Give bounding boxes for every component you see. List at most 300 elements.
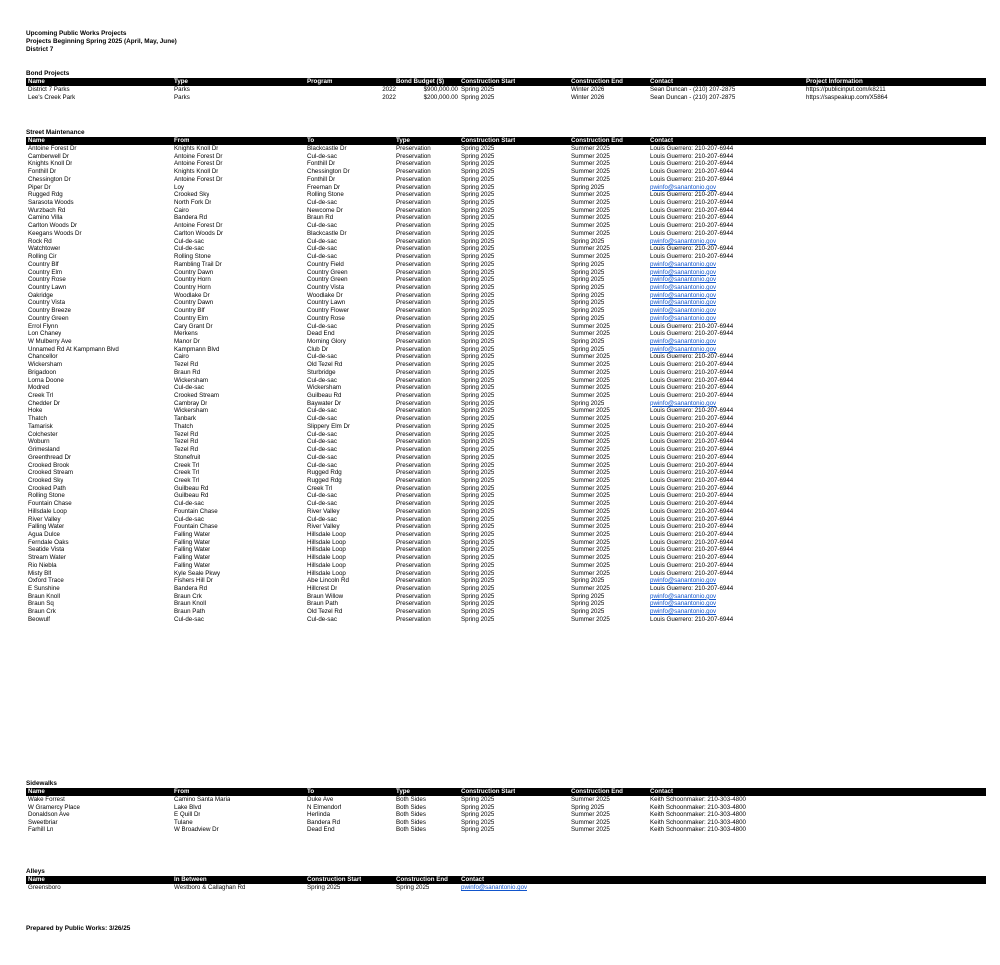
cell-to: Bandera Rd	[307, 818, 341, 826]
street-row	[26, 392, 986, 399]
cell-type: Both Sides	[396, 811, 426, 819]
cell-to: Duke Ave	[307, 796, 334, 803]
cell-construction-start: Spring 2025	[461, 430, 495, 438]
district-label: District 7	[26, 46, 54, 53]
column-header-name: Name	[28, 788, 45, 795]
cell-type: Preservation	[396, 253, 431, 261]
cell-name: Country Rose	[28, 276, 66, 284]
cell-to: Chessington Dr	[307, 168, 350, 176]
cell-construction-end: Summer 2025	[571, 415, 610, 423]
cell-to: Dead End	[307, 826, 335, 834]
cell-contact: Louis Guerrero: 210-207-6944	[650, 569, 734, 577]
cell-type: Preservation	[396, 206, 431, 214]
cell-to: Cul-de-sac	[307, 152, 337, 160]
column-header-type: Type	[396, 788, 410, 795]
cell-from: Braun Path	[174, 608, 205, 616]
street-row	[26, 546, 986, 553]
cell-name: Stream Water	[28, 554, 66, 562]
cell-construction-end: Spring 2025	[571, 276, 605, 284]
cell-name: Grimesland	[28, 446, 60, 454]
cell-from: Country Horn	[174, 283, 211, 291]
cell-type: Preservation	[396, 199, 431, 207]
cell-contact: Louis Guerrero: 210-207-6944	[650, 392, 734, 400]
cell-name: District 7 Parks	[28, 86, 70, 93]
cell-name: Sweetbriar	[28, 818, 58, 826]
cell-contact[interactable]: pwinfo@sanantonio.gov	[650, 608, 717, 616]
street-header-row	[26, 137, 986, 145]
cell-name: Country Blf	[28, 260, 59, 268]
cell-from: Tulane	[174, 818, 193, 826]
cell-to: Hillsdale Loop	[307, 546, 346, 554]
cell-from: Fishers Hill Dr	[174, 577, 213, 585]
cell-contact[interactable]: pwinfo@sanantonio.gov	[650, 299, 717, 307]
cell-to: Cul-de-sac	[307, 438, 337, 446]
cell-construction-end: Summer 2025	[571, 469, 610, 477]
cell-from: Stonefruit	[174, 453, 201, 461]
cell-contact[interactable]: pwinfo@sanantonio.gov	[461, 884, 528, 891]
street-row	[26, 238, 986, 245]
cell-name: Country Lawn	[28, 283, 67, 291]
cell-construction-end: Summer 2025	[571, 523, 610, 531]
cell-from: Camino Santa Maria	[174, 796, 231, 803]
cell-name: Hillsdale Loop	[28, 507, 67, 515]
cell-construction-start: Spring 2025	[461, 818, 495, 826]
cell-from: Braun Crk	[174, 592, 202, 600]
cell-type: Preservation	[396, 546, 431, 554]
cell-construction-end: Summer 2025	[571, 818, 610, 826]
cell-construction-start: Spring 2025	[461, 152, 495, 160]
column-header-name: Name	[28, 876, 45, 883]
column-header-construction-start: Construction Start	[461, 137, 516, 144]
cell-construction-start: Spring 2025	[461, 554, 495, 562]
cell-to: Cul-de-sac	[307, 430, 337, 438]
cell-name: Rock Rd	[28, 237, 52, 245]
cell-contact[interactable]: pwinfo@sanantonio.gov	[650, 237, 717, 245]
street-row	[26, 539, 986, 546]
cell-construction-end: Summer 2025	[571, 561, 610, 569]
column-header-from: From	[174, 137, 190, 144]
cell-bond-budget: $200,000.00	[423, 93, 458, 101]
cell-type: Preservation	[396, 160, 431, 168]
cell-construction-start: Spring 2025	[461, 484, 495, 492]
cell-construction-start: Spring 2025	[461, 415, 495, 423]
cell-contact: Louis Guerrero: 210-207-6944	[650, 484, 734, 492]
cell-name: Thatch	[28, 415, 47, 423]
cell-to: Sturbridge	[307, 368, 336, 376]
cell-construction-start: Spring 2025	[461, 608, 495, 616]
cell-type: Preservation	[396, 569, 431, 577]
column-header-construction-start: Construction Start	[461, 78, 516, 85]
cell-contact[interactable]: pwinfo@sanantonio.gov	[650, 183, 717, 191]
cell-contact: Louis Guerrero: 210-207-6944	[650, 507, 734, 515]
cell-from: Wickersham	[174, 407, 209, 415]
cell-type: Both Sides	[396, 803, 426, 811]
cell-construction-start: Spring 2025	[461, 569, 495, 577]
cell-from: Cul-de-sac	[174, 500, 204, 508]
cell-to: Braun Rd	[307, 214, 334, 222]
cell-to: Cul-de-sac	[307, 245, 337, 253]
cell-contact[interactable]: pwinfo@sanantonio.gov	[650, 577, 717, 585]
cell-construction-end: Summer 2025	[571, 811, 610, 819]
cell-from: Antoine Forest Dr	[174, 152, 223, 160]
cell-to: Freeman Dr	[307, 183, 341, 191]
cell-construction-end: Summer 2025	[571, 199, 610, 207]
cell-construction-end: Spring 2025	[571, 600, 605, 608]
cell-contact: Louis Guerrero: 210-207-6944	[650, 554, 734, 562]
cell-construction-start: Spring 2025	[461, 600, 495, 608]
cell-type: Both Sides	[396, 796, 426, 803]
cell-from: Falling Water	[174, 531, 211, 538]
cell-construction-end: Spring 2025	[396, 884, 430, 891]
cell-type: Preservation	[396, 492, 431, 500]
column-header-construction-start: Construction Start	[307, 876, 362, 883]
cell-construction-start: Spring 2025	[461, 93, 495, 101]
cell-name: Brigadoon	[28, 368, 57, 376]
cell-contact: Louis Guerrero: 210-207-6944	[650, 152, 734, 160]
cell-construction-start: Spring 2025	[461, 492, 495, 500]
cell-to: Blackcastle Dr	[307, 145, 347, 152]
cell-contact: Louis Guerrero: 210-207-6944	[650, 407, 734, 415]
cell-from: Merkens	[174, 330, 198, 338]
street-row	[26, 377, 986, 384]
cell-contact[interactable]: pwinfo@sanantonio.gov	[650, 291, 717, 299]
cell-type: Preservation	[396, 507, 431, 515]
street-row	[26, 469, 986, 476]
cell-from: Cul-de-sac	[174, 245, 204, 253]
cell-construction-end: Summer 2025	[571, 368, 610, 376]
column-header-contact: Contact	[650, 137, 674, 144]
cell-project-information[interactable]: https://saspeakup.com/X5864	[806, 93, 888, 101]
cell-type: Preservation	[396, 476, 431, 484]
cell-name: Errol Flynn	[28, 322, 58, 330]
street-row	[26, 407, 986, 414]
cell-contact[interactable]: pwinfo@sanantonio.gov	[650, 276, 717, 284]
cell-construction-start: Spring 2025	[461, 214, 495, 222]
cell-construction-start: Spring 2025	[461, 299, 495, 307]
street-row	[26, 168, 986, 175]
cell-construction-end: Spring 2025	[571, 577, 605, 585]
sidewalks-row	[26, 804, 986, 811]
column-header-from: From	[174, 788, 190, 795]
cell-construction-end: Summer 2025	[571, 546, 610, 554]
cell-type: Preservation	[396, 368, 431, 376]
cell-contact: Louis Guerrero: 210-207-6944	[650, 175, 734, 183]
column-header-in-between: In Between	[174, 876, 207, 883]
cell-from: Crooked Sky	[174, 191, 210, 199]
cell-to: Cul-de-sac	[307, 461, 337, 469]
cell-construction-end: Summer 2025	[571, 160, 610, 168]
column-header-contact: Contact	[650, 788, 674, 795]
cell-from: Antoine Forest Dr	[174, 222, 223, 230]
cell-contact: Louis Guerrero: 210-207-6944	[650, 446, 734, 454]
cell-construction-end: Spring 2025	[571, 338, 605, 345]
cell-contact: Louis Guerrero: 210-207-6944	[650, 245, 734, 253]
cell-construction-end: Summer 2025	[571, 253, 610, 261]
cell-from: Antoine Forest Dr	[174, 175, 223, 183]
cell-type: Preservation	[396, 245, 431, 253]
cell-construction-end: Summer 2025	[571, 430, 610, 438]
cell-construction-start: Spring 2025	[461, 538, 495, 546]
cell-contact: Louis Guerrero: 210-207-6944	[650, 191, 734, 199]
cell-construction-end: Spring 2025	[571, 291, 605, 299]
cell-construction-start: Spring 2025	[461, 276, 495, 284]
cell-from: Loy	[174, 183, 184, 191]
street-row	[26, 462, 986, 469]
cell-contact[interactable]: pwinfo@sanantonio.gov	[650, 260, 717, 268]
cell-from: Cul-de-sac	[174, 237, 204, 245]
cell-from: Tezel Rd	[174, 361, 199, 369]
cell-name: Chancellor	[28, 353, 58, 361]
cell-construction-start: Spring 2025	[461, 168, 495, 176]
cell-construction-end: Summer 2025	[571, 554, 610, 562]
cell-construction-start: Spring 2025	[461, 546, 495, 554]
cell-name: Braun Crk	[28, 608, 56, 616]
cell-construction-end: Summer 2025	[571, 384, 610, 392]
cell-construction-end: Summer 2025	[571, 453, 610, 461]
cell-contact[interactable]: pwinfo@sanantonio.gov	[650, 314, 717, 322]
cell-type: Preservation	[396, 338, 431, 345]
column-header-construction-end: Construction End	[571, 78, 623, 85]
cell-construction-end: Summer 2025	[571, 152, 610, 160]
cell-construction-end: Summer 2025	[571, 407, 610, 415]
cell-construction-end: Summer 2025	[571, 168, 610, 176]
cell-to: Creek Trl	[307, 484, 333, 492]
cell-name: Country Green	[28, 314, 69, 322]
cell-type: Preservation	[396, 577, 431, 585]
cell-construction-end: Spring 2025	[571, 592, 605, 600]
cell-construction-start: Spring 2025	[461, 206, 495, 214]
cell-to: Hillsdale Loop	[307, 554, 346, 562]
cell-type: Preservation	[396, 260, 431, 268]
cell-to: Old Tezel Rd	[307, 361, 343, 369]
cell-construction-end: Spring 2025	[571, 283, 605, 291]
cell-contact: Keith Schoonmaker: 210-303-4800	[650, 796, 746, 803]
cell-construction-end: Summer 2025	[571, 322, 610, 330]
cell-to: Guilbeau Rd	[307, 392, 342, 400]
street-row	[26, 338, 986, 345]
cell-name: Chedder Dr	[28, 399, 60, 407]
cell-to: Club Dr	[307, 345, 328, 353]
cell-construction-start: Spring 2025	[461, 507, 495, 515]
cell-from: Fountain Chase	[174, 523, 218, 531]
cell-type: Preservation	[396, 307, 431, 315]
cell-construction-start: Spring 2025	[461, 531, 495, 538]
cell-from: Country Horn	[174, 276, 211, 284]
cell-construction-start: Spring 2025	[461, 353, 495, 361]
cell-name: Donaldson Ave	[28, 811, 70, 819]
cell-to: Blackcastle Dr	[307, 229, 347, 237]
cell-construction-start: Spring 2025	[461, 145, 495, 152]
cell-name: Fonthill Dr	[28, 168, 57, 176]
cell-construction-end: Summer 2025	[571, 461, 610, 469]
cell-contact: Keith Schoonmaker: 210-303-4800	[650, 811, 746, 819]
cell-type: Preservation	[396, 222, 431, 230]
cell-contact[interactable]: pwinfo@sanantonio.gov	[650, 600, 717, 608]
cell-construction-start: Spring 2025	[461, 175, 495, 183]
cell-from: Cary Grant Dr	[174, 322, 213, 330]
cell-to: Cul-de-sac	[307, 237, 337, 245]
cell-type: Both Sides	[396, 826, 426, 834]
cell-from: North Fork Dr	[174, 199, 212, 207]
column-header-name: Name	[28, 78, 45, 85]
cell-construction-end: Summer 2025	[571, 615, 610, 623]
street-row	[26, 153, 986, 160]
cell-construction-start: Spring 2025	[461, 307, 495, 315]
cell-contact[interactable]: pwinfo@sanantonio.gov	[650, 283, 717, 291]
cell-contact: Keith Schoonmaker: 210-303-4800	[650, 803, 746, 811]
cell-from: Country Blf	[174, 307, 205, 315]
cell-contact: Louis Guerrero: 210-207-6944	[650, 214, 734, 222]
cell-name: Rolling Stone	[28, 492, 65, 500]
cell-contact: Louis Guerrero: 210-207-6944	[650, 206, 734, 214]
cell-contact: Louis Guerrero: 210-207-6944	[650, 492, 734, 500]
cell-type: Preservation	[396, 484, 431, 492]
sidewalks-header-row	[26, 788, 986, 796]
cell-name: Camberwell Dr	[28, 152, 69, 160]
street-row	[26, 400, 986, 407]
cell-contact: Louis Guerrero: 210-207-6944	[650, 322, 734, 330]
cell-name: Lee's Creek Park	[28, 93, 76, 101]
cell-construction-end: Summer 2025	[571, 145, 610, 152]
cell-from: Thatch	[174, 422, 193, 430]
cell-name: Fountain Chase	[28, 500, 72, 508]
cell-contact: Louis Guerrero: 210-207-6944	[650, 160, 734, 168]
cell-contact: Louis Guerrero: 210-207-6944	[650, 222, 734, 230]
cell-construction-end: Summer 2025	[571, 206, 610, 214]
cell-from: Kampmann Blvd	[174, 345, 220, 353]
cell-contact: Keith Schoonmaker: 210-303-4800	[650, 826, 746, 834]
cell-contact: Louis Guerrero: 210-207-6944	[650, 353, 734, 361]
cell-from: Creek Trl	[174, 461, 200, 469]
cell-contact[interactable]: pwinfo@sanantonio.gov	[650, 592, 717, 600]
cell-contact: Louis Guerrero: 210-207-6944	[650, 469, 734, 477]
cell-type: Preservation	[396, 392, 431, 400]
cell-to: Braun Willow	[307, 592, 344, 600]
cell-construction-end: Summer 2025	[571, 376, 610, 384]
street-row	[26, 284, 986, 291]
cell-to: Cul-de-sac	[307, 500, 337, 508]
cell-construction-start: Spring 2025	[461, 291, 495, 299]
cell-from: Creek Trl	[174, 469, 200, 477]
cell-name: Hoke	[28, 407, 43, 415]
cell-contact[interactable]: pwinfo@sanantonio.gov	[650, 399, 717, 407]
cell-construction-end: Spring 2025	[571, 399, 605, 407]
cell-contact: Louis Guerrero: 210-207-6944	[650, 531, 734, 538]
cell-from: Wickersham	[174, 376, 209, 384]
cell-to: Woodlake Dr	[307, 291, 343, 299]
cell-name: Greensboro	[28, 884, 61, 891]
cell-name: Crooked Sky	[28, 476, 64, 484]
cell-construction-start: Spring 2025	[461, 592, 495, 600]
cell-construction-end: Spring 2025	[571, 608, 605, 616]
cell-from: Tezel Rd	[174, 446, 199, 454]
cell-construction-start: Spring 2025	[461, 160, 495, 168]
column-header-construction-end: Construction End	[571, 137, 623, 144]
cell-to: N Elmendorf	[307, 803, 342, 811]
cell-construction-start: Spring 2025	[461, 453, 495, 461]
cell-to: Dead End	[307, 330, 335, 338]
cell-contact[interactable]: pwinfo@sanantonio.gov	[650, 307, 717, 315]
cell-contact: Louis Guerrero: 210-207-6944	[650, 615, 734, 623]
street-row	[26, 477, 986, 484]
street-section-title: Street Maintenance	[26, 129, 85, 136]
sidewalks-section-title: Sidewalks	[26, 780, 57, 787]
cell-contact: Louis Guerrero: 210-207-6944	[650, 422, 734, 430]
cell-from: Falling Water	[174, 554, 211, 562]
street-row	[26, 600, 986, 607]
cell-from: Falling Water	[174, 546, 211, 554]
cell-name: Wake Forrest	[28, 796, 65, 803]
cell-construction-end: Summer 2025	[571, 569, 610, 577]
sidewalks-row	[26, 819, 986, 826]
cell-type: Preservation	[396, 554, 431, 562]
cell-construction-start: Spring 2025	[461, 237, 495, 245]
cell-contact[interactable]: pwinfo@sanantonio.gov	[650, 268, 717, 276]
cell-name: Unnamed Rd At Kampmann Blvd	[28, 345, 119, 353]
cell-contact: Louis Guerrero: 210-207-6944	[650, 453, 734, 461]
cell-to: Cul-de-sac	[307, 353, 337, 361]
cell-type: Preservation	[396, 299, 431, 307]
cell-from: Cul-de-sac	[174, 515, 204, 523]
cell-to: Fonthill Dr	[307, 160, 336, 168]
cell-type: Preservation	[396, 453, 431, 461]
cell-construction-end: Summer 2025	[571, 476, 610, 484]
cell-construction-start: Spring 2025	[461, 86, 495, 93]
cell-to: Hillsdale Loop	[307, 531, 346, 538]
cell-to: Hillsdale Loop	[307, 569, 346, 577]
cell-construction-end: Spring 2025	[571, 314, 605, 322]
cell-contact[interactable]: pwinfo@sanantonio.gov	[650, 345, 717, 353]
cell-construction-start: Spring 2025	[461, 826, 495, 834]
cell-contact: Louis Guerrero: 210-207-6944	[650, 538, 734, 546]
street-row	[26, 616, 986, 623]
cell-to: Country Green	[307, 268, 348, 276]
cell-type: Preservation	[396, 191, 431, 199]
cell-from: Falling Water	[174, 561, 211, 569]
cell-name: Tamarisk	[28, 422, 53, 430]
cell-construction-end: Winter 2026	[571, 86, 605, 93]
cell-name: Country Breeze	[28, 307, 71, 315]
street-row	[26, 384, 986, 391]
cell-from: Cambray Dr	[174, 399, 208, 407]
cell-construction-end: Summer 2025	[571, 175, 610, 183]
column-header-name: Name	[28, 137, 45, 144]
cell-construction-end: Summer 2025	[571, 492, 610, 500]
cell-from: Country Dawn	[174, 299, 214, 307]
cell-project-information[interactable]: https://publicinput.com/k8211	[806, 86, 886, 93]
cell-construction-end: Summer 2025	[571, 500, 610, 508]
cell-construction-end: Spring 2025	[571, 307, 605, 315]
cell-type: Preservation	[396, 461, 431, 469]
street-row	[26, 485, 986, 492]
cell-to: Country Vista	[307, 283, 345, 291]
cell-name: Country Vista	[28, 299, 66, 307]
street-row	[26, 269, 986, 276]
cell-bond-budget: $900,000.00	[423, 86, 458, 93]
cell-to: Cul-de-sac	[307, 253, 337, 261]
street-row	[26, 431, 986, 438]
cell-contact[interactable]: pwinfo@sanantonio.gov	[650, 338, 717, 345]
street-row	[26, 454, 986, 461]
cell-from: Knights Knoll Dr	[174, 168, 219, 176]
street-row	[26, 207, 986, 214]
cell-construction-start: Spring 2025	[461, 585, 495, 593]
prepared-by-footer: Prepared by Public Works: 3/26/25	[26, 925, 131, 932]
cell-construction-start: Spring 2025	[461, 561, 495, 569]
cell-to: Cul-de-sac	[307, 199, 337, 207]
cell-construction-end: Summer 2025	[571, 826, 610, 834]
cell-construction-start: Spring 2025	[461, 446, 495, 454]
